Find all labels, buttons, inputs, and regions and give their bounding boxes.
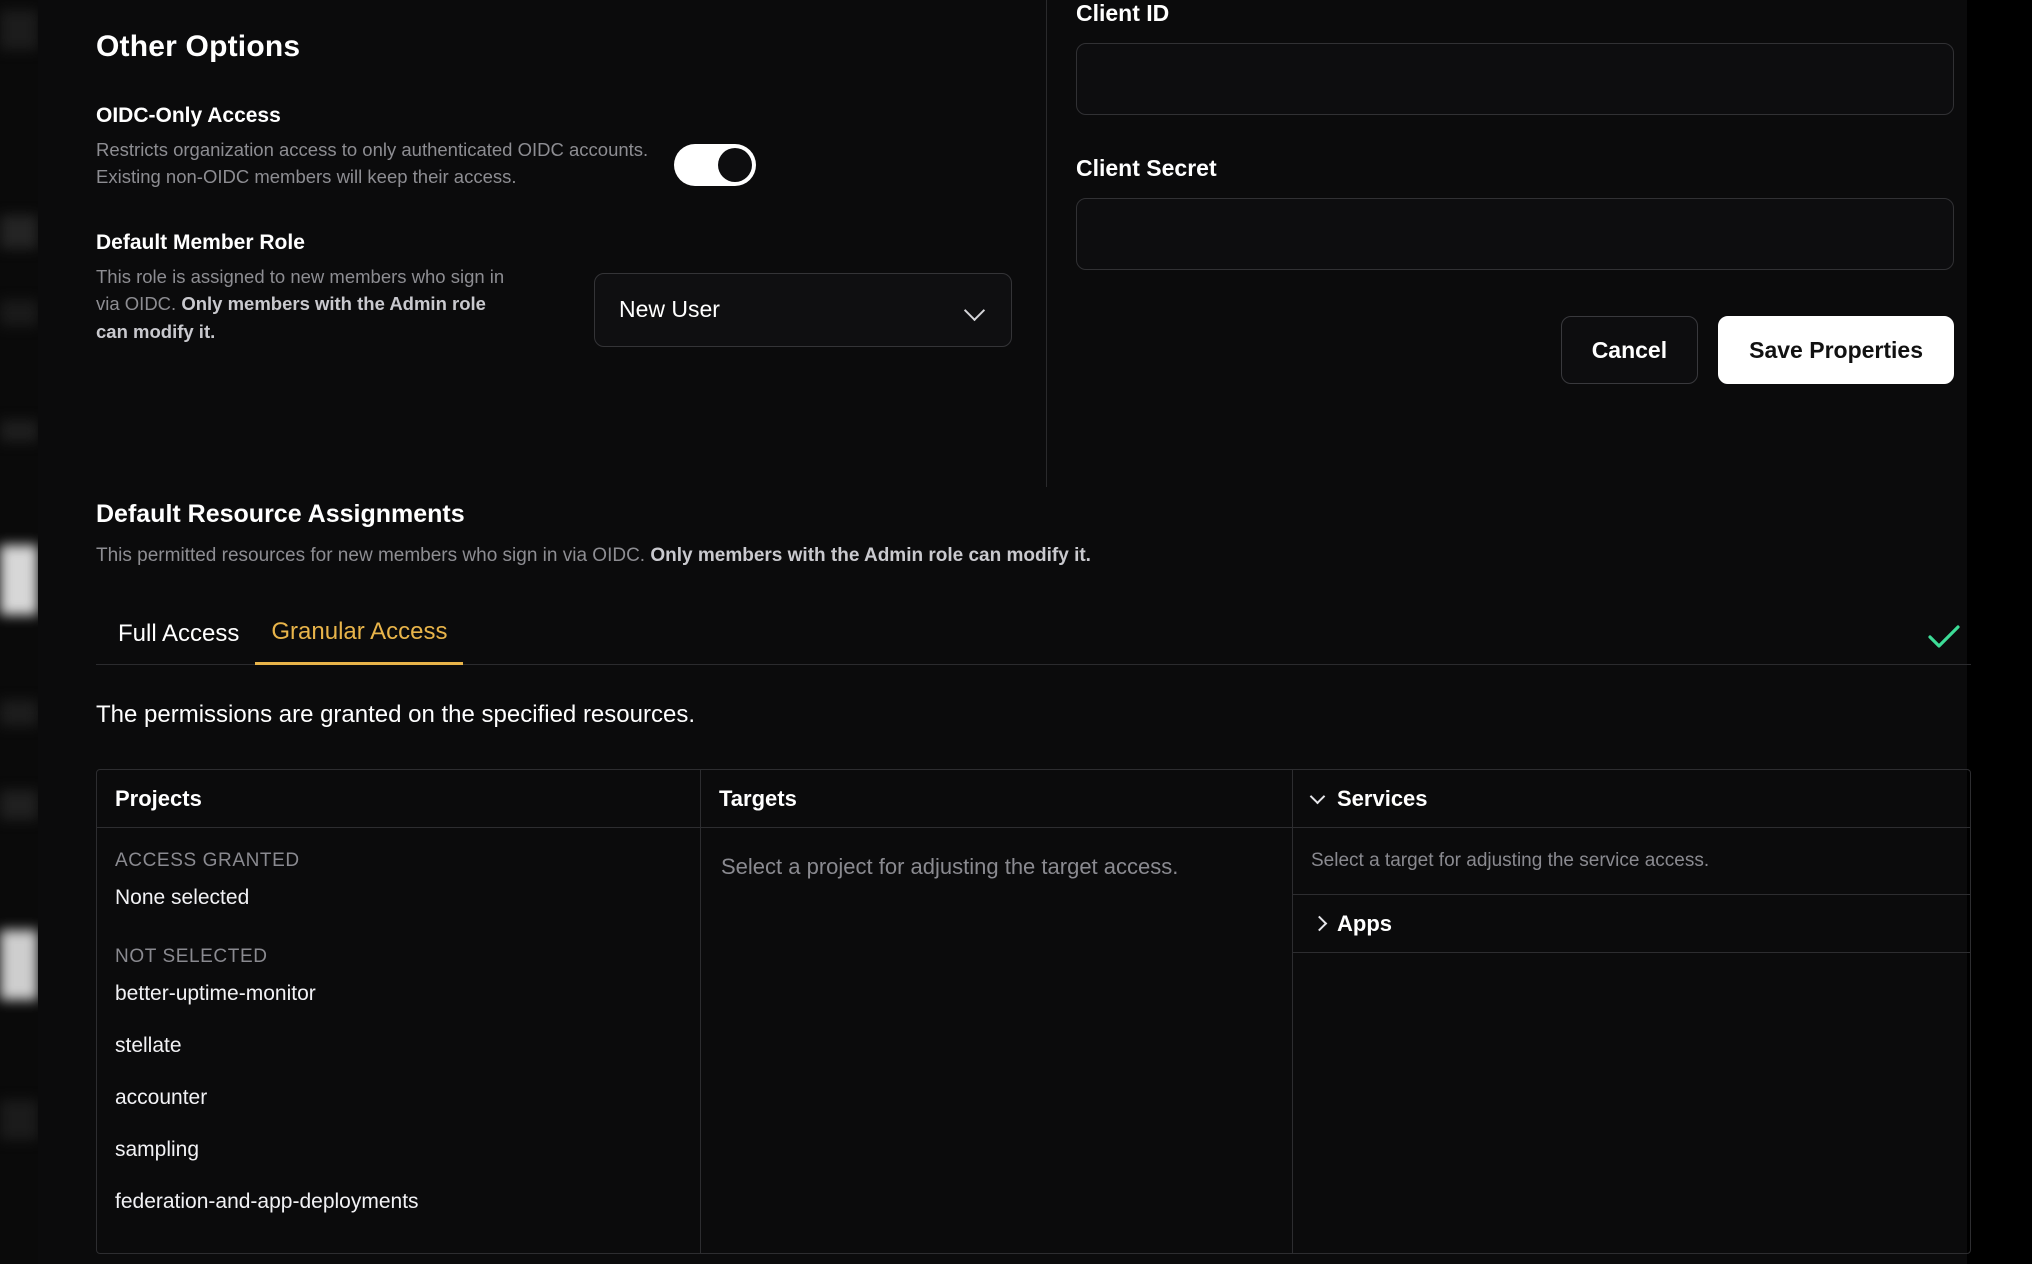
bg-blob [0, 215, 38, 249]
services-placeholder: Select a target for adjusting the service access. [1293, 828, 1970, 895]
targets-header-label: Targets [719, 785, 797, 811]
services-row-apps[interactable] [1293, 895, 1970, 953]
list-item[interactable]: None selected [115, 886, 250, 909]
oidc-only-desc-line-1: Restricts organization access to only authenticated OIDC accounts. [96, 139, 649, 160]
list-item[interactable]: better-uptime-monitor [115, 982, 316, 1005]
background-app-strip [0, 0, 38, 1264]
client-id-label: Client ID [1076, 0, 1170, 26]
tab-full-access[interactable]: Full Access [118, 620, 240, 647]
client-secret-label: Client Secret [1076, 155, 1217, 181]
bg-blob [0, 545, 38, 615]
role-desc-strong: Only members with the Admin role can modify it. [96, 293, 486, 342]
projects-list [97, 828, 700, 1228]
bg-blob [0, 790, 38, 820]
oidc-credentials-column [1076, 0, 1956, 384]
projects-group-not-selected: NOT SELECTED [115, 946, 268, 967]
projects-group-access-granted: ACCESS GRANTED [115, 850, 300, 871]
default-member-role-description [96, 263, 516, 345]
list-item[interactable]: stellate [115, 1034, 182, 1057]
services-row-label: Apps [1337, 910, 1392, 936]
services-pane [1293, 770, 1970, 1253]
resource-assignments-description [96, 545, 1971, 567]
right-gutter [1967, 0, 2032, 1264]
cancel-button[interactable]: Cancel [1561, 316, 1698, 384]
client-id-input[interactable] [1076, 43, 1954, 115]
services-header-label: Services [1337, 785, 1428, 811]
default-member-role-field [96, 231, 1001, 345]
targets-pane-header [701, 770, 1292, 828]
targets-placeholder: Select a project for adjusting the target access. [721, 854, 1179, 879]
bg-blob [0, 300, 38, 326]
bg-blob [0, 420, 38, 442]
resource-desc-plain: This permitted resources for new members who sign in via OIDC. [96, 545, 651, 566]
resource-assignments-title: Default Resource Assignments [96, 500, 465, 528]
access-mode-tabs [96, 609, 1971, 665]
tab-granular-access[interactable]: Granular Access [255, 618, 463, 665]
other-options-column [96, 0, 1001, 345]
role-desc-plain: This role is assigned to new members who sign in via OIDC. [96, 265, 505, 315]
bg-blob [0, 10, 38, 50]
chevron-down-icon [1311, 791, 1327, 807]
check-icon [1927, 624, 1961, 650]
oidc-only-access-toggle[interactable] [674, 144, 756, 186]
oidc-only-access-field [96, 104, 1001, 191]
column-divider [1046, 0, 1047, 487]
default-member-role-select[interactable] [594, 273, 1012, 347]
default-resource-assignments-section [96, 500, 1971, 1254]
credentials-button-row [1076, 316, 1954, 384]
list-item[interactable]: accounter [115, 1086, 208, 1109]
granular-access-panes [96, 769, 1971, 1254]
bg-blob [0, 1100, 38, 1140]
permissions-note: The permissions are granted on the specified resources. [96, 701, 695, 728]
bg-blob [0, 700, 38, 726]
default-member-role-value: New User [619, 296, 720, 323]
targets-pane [701, 770, 1293, 1253]
resource-desc-strong: Only members with the Admin role can modify it. [650, 545, 1091, 566]
projects-pane-header [97, 770, 700, 828]
oidc-only-access-label: OIDC-Only Access [96, 104, 281, 127]
services-pane-header[interactable] [1293, 770, 1970, 828]
chevron-down-icon [965, 299, 987, 321]
settings-page [38, 0, 2032, 1264]
save-properties-button[interactable]: Save Properties [1718, 316, 1954, 384]
top-settings-area [38, 0, 1967, 487]
other-options-title: Other Options [96, 30, 301, 63]
default-member-role-label: Default Member Role [96, 230, 305, 254]
bg-blob [0, 930, 38, 1000]
client-secret-input[interactable] [1076, 198, 1954, 270]
projects-header-label: Projects [115, 785, 202, 811]
chevron-right-icon [1311, 916, 1327, 932]
list-item[interactable]: federation-and-app-deployments [115, 1190, 419, 1213]
toggle-knob [718, 148, 752, 182]
list-item[interactable]: sampling [115, 1138, 200, 1161]
oidc-only-desc-line-2: Existing non-OIDC members will keep their access. [96, 166, 517, 188]
projects-pane [97, 770, 701, 1253]
